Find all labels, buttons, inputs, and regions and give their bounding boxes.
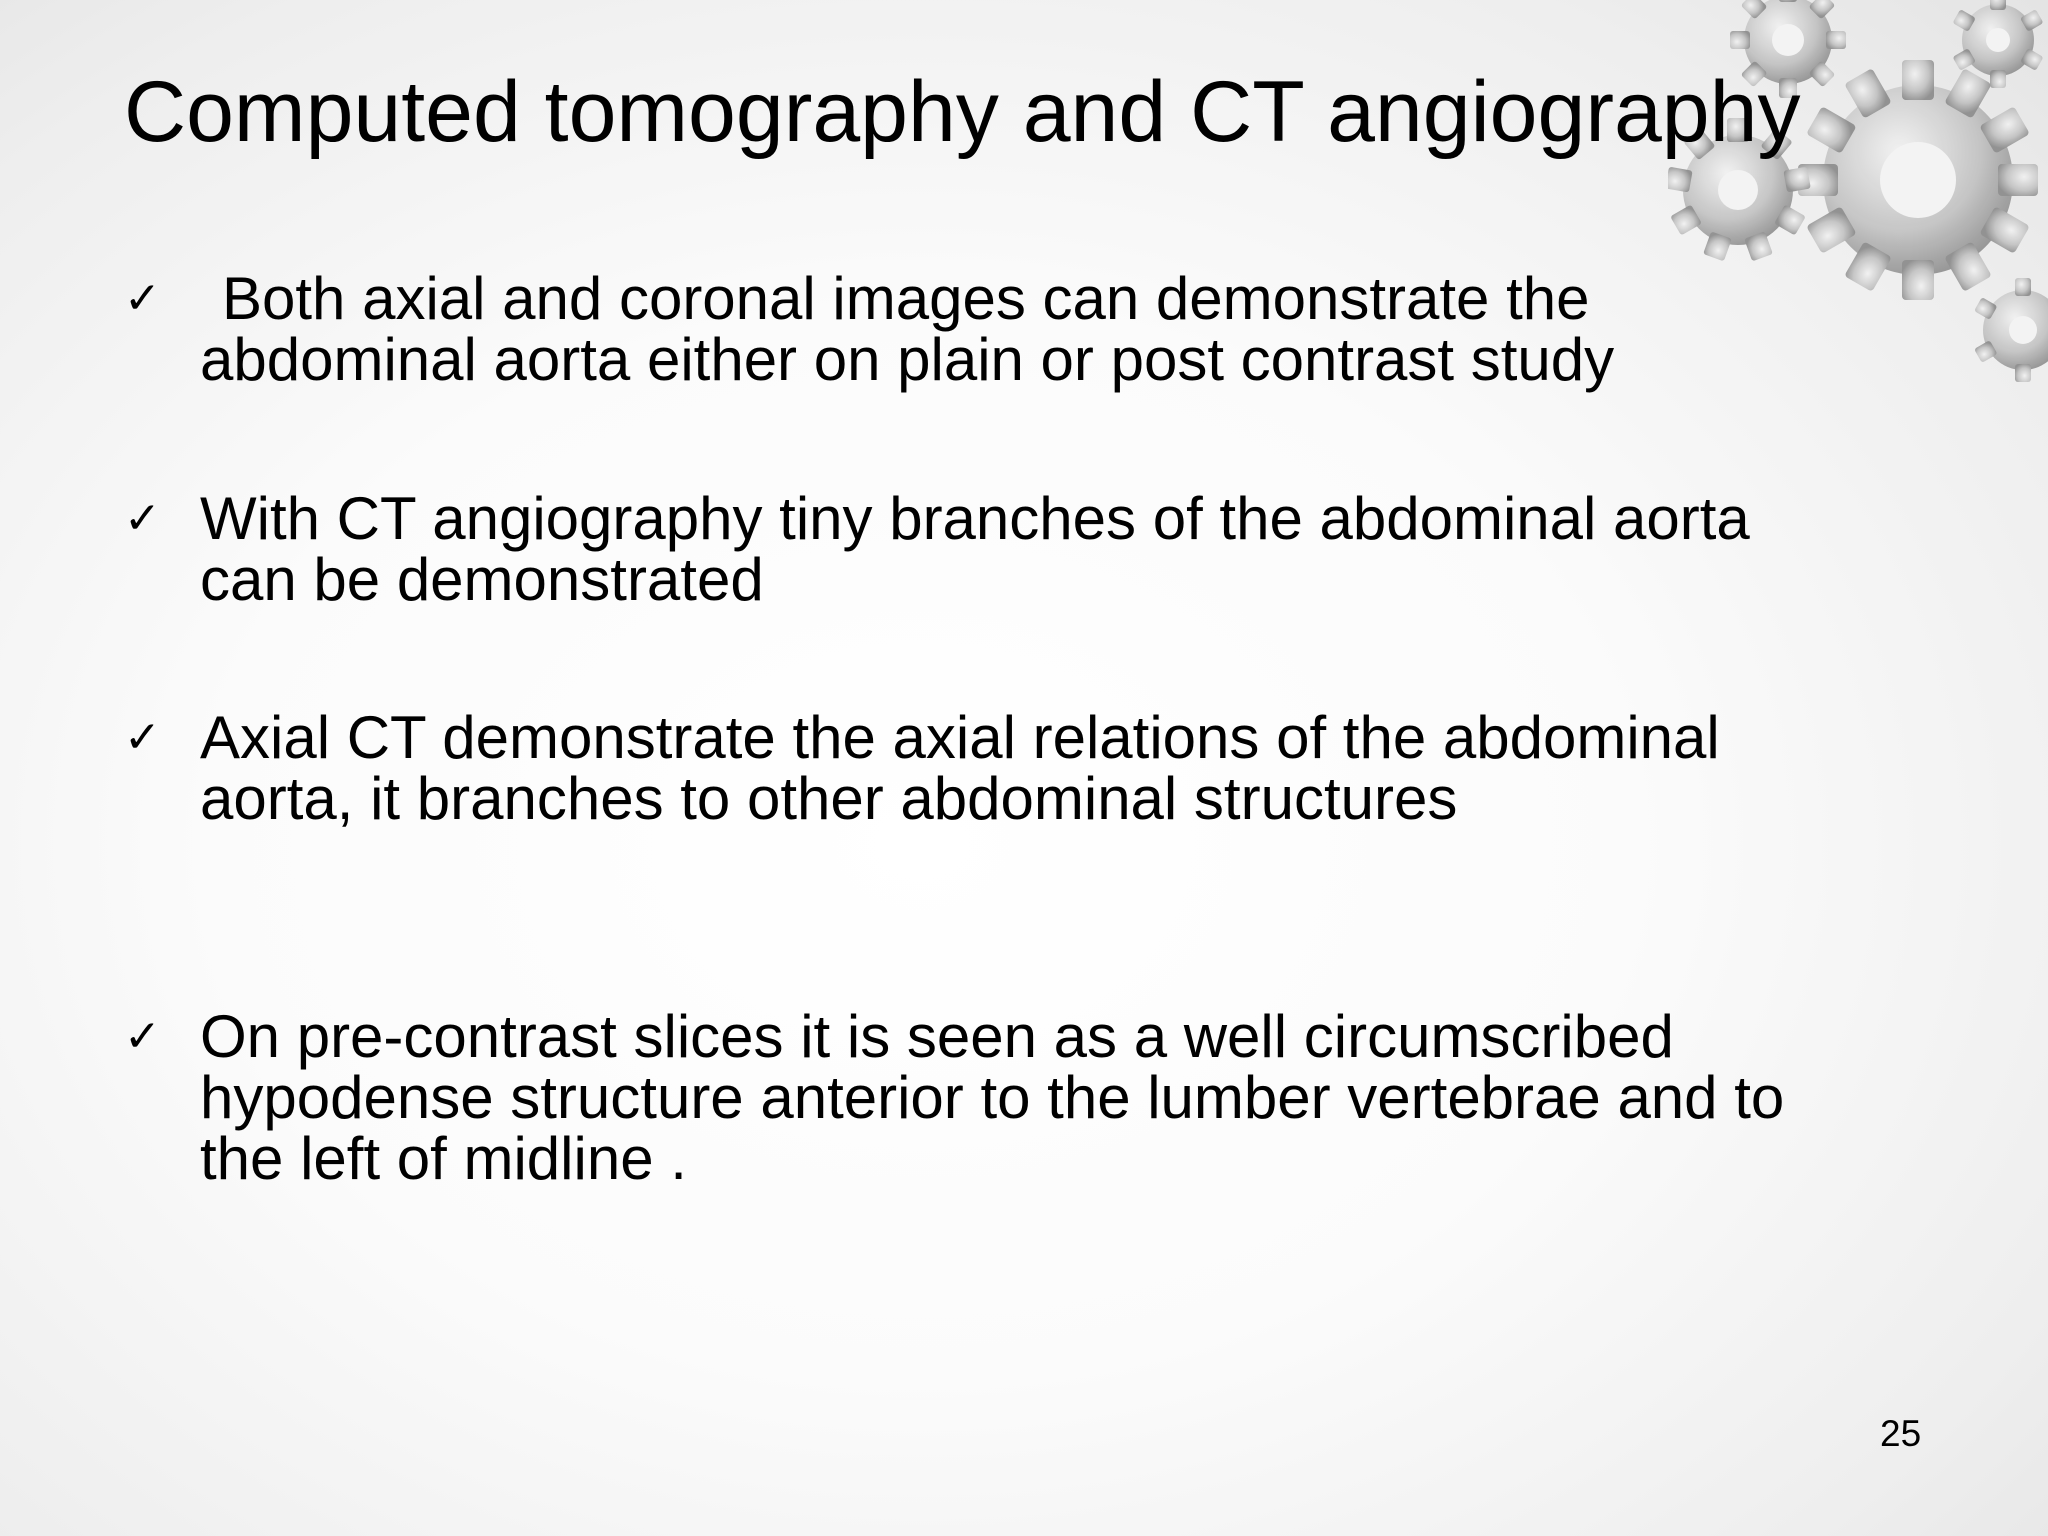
bullet-text: With CT angiography tiny branches of the abdominal aorta can be demonstrated (200, 485, 1750, 613)
check-icon: ✓ (124, 273, 161, 324)
check-icon: ✓ (124, 1011, 161, 1062)
bullet-item (124, 485, 1944, 613)
slide-title: Computed tomography and CT angiography (124, 64, 1801, 160)
bullet-text: Both axial and coronal images can demonstrate the abdominal aorta either on plain or post contrast study (200, 265, 1615, 393)
bullet-text: On pre-contrast slices it is seen as a well circumscribed hypodense structure anterior to the lumber vertebrae and to the left of midline . (200, 1003, 1785, 1192)
bullet-text: Axial CT demonstrate the axial relations of the abdominal aorta, it branches to other abdominal structures (200, 704, 1720, 832)
bullet-item (124, 704, 1944, 832)
check-icon: ✓ (124, 493, 161, 544)
check-icon: ✓ (124, 712, 161, 763)
bullet-item (124, 1003, 1944, 1192)
page-number: 25 (1880, 1413, 1922, 1454)
bullet-item (124, 265, 1944, 393)
